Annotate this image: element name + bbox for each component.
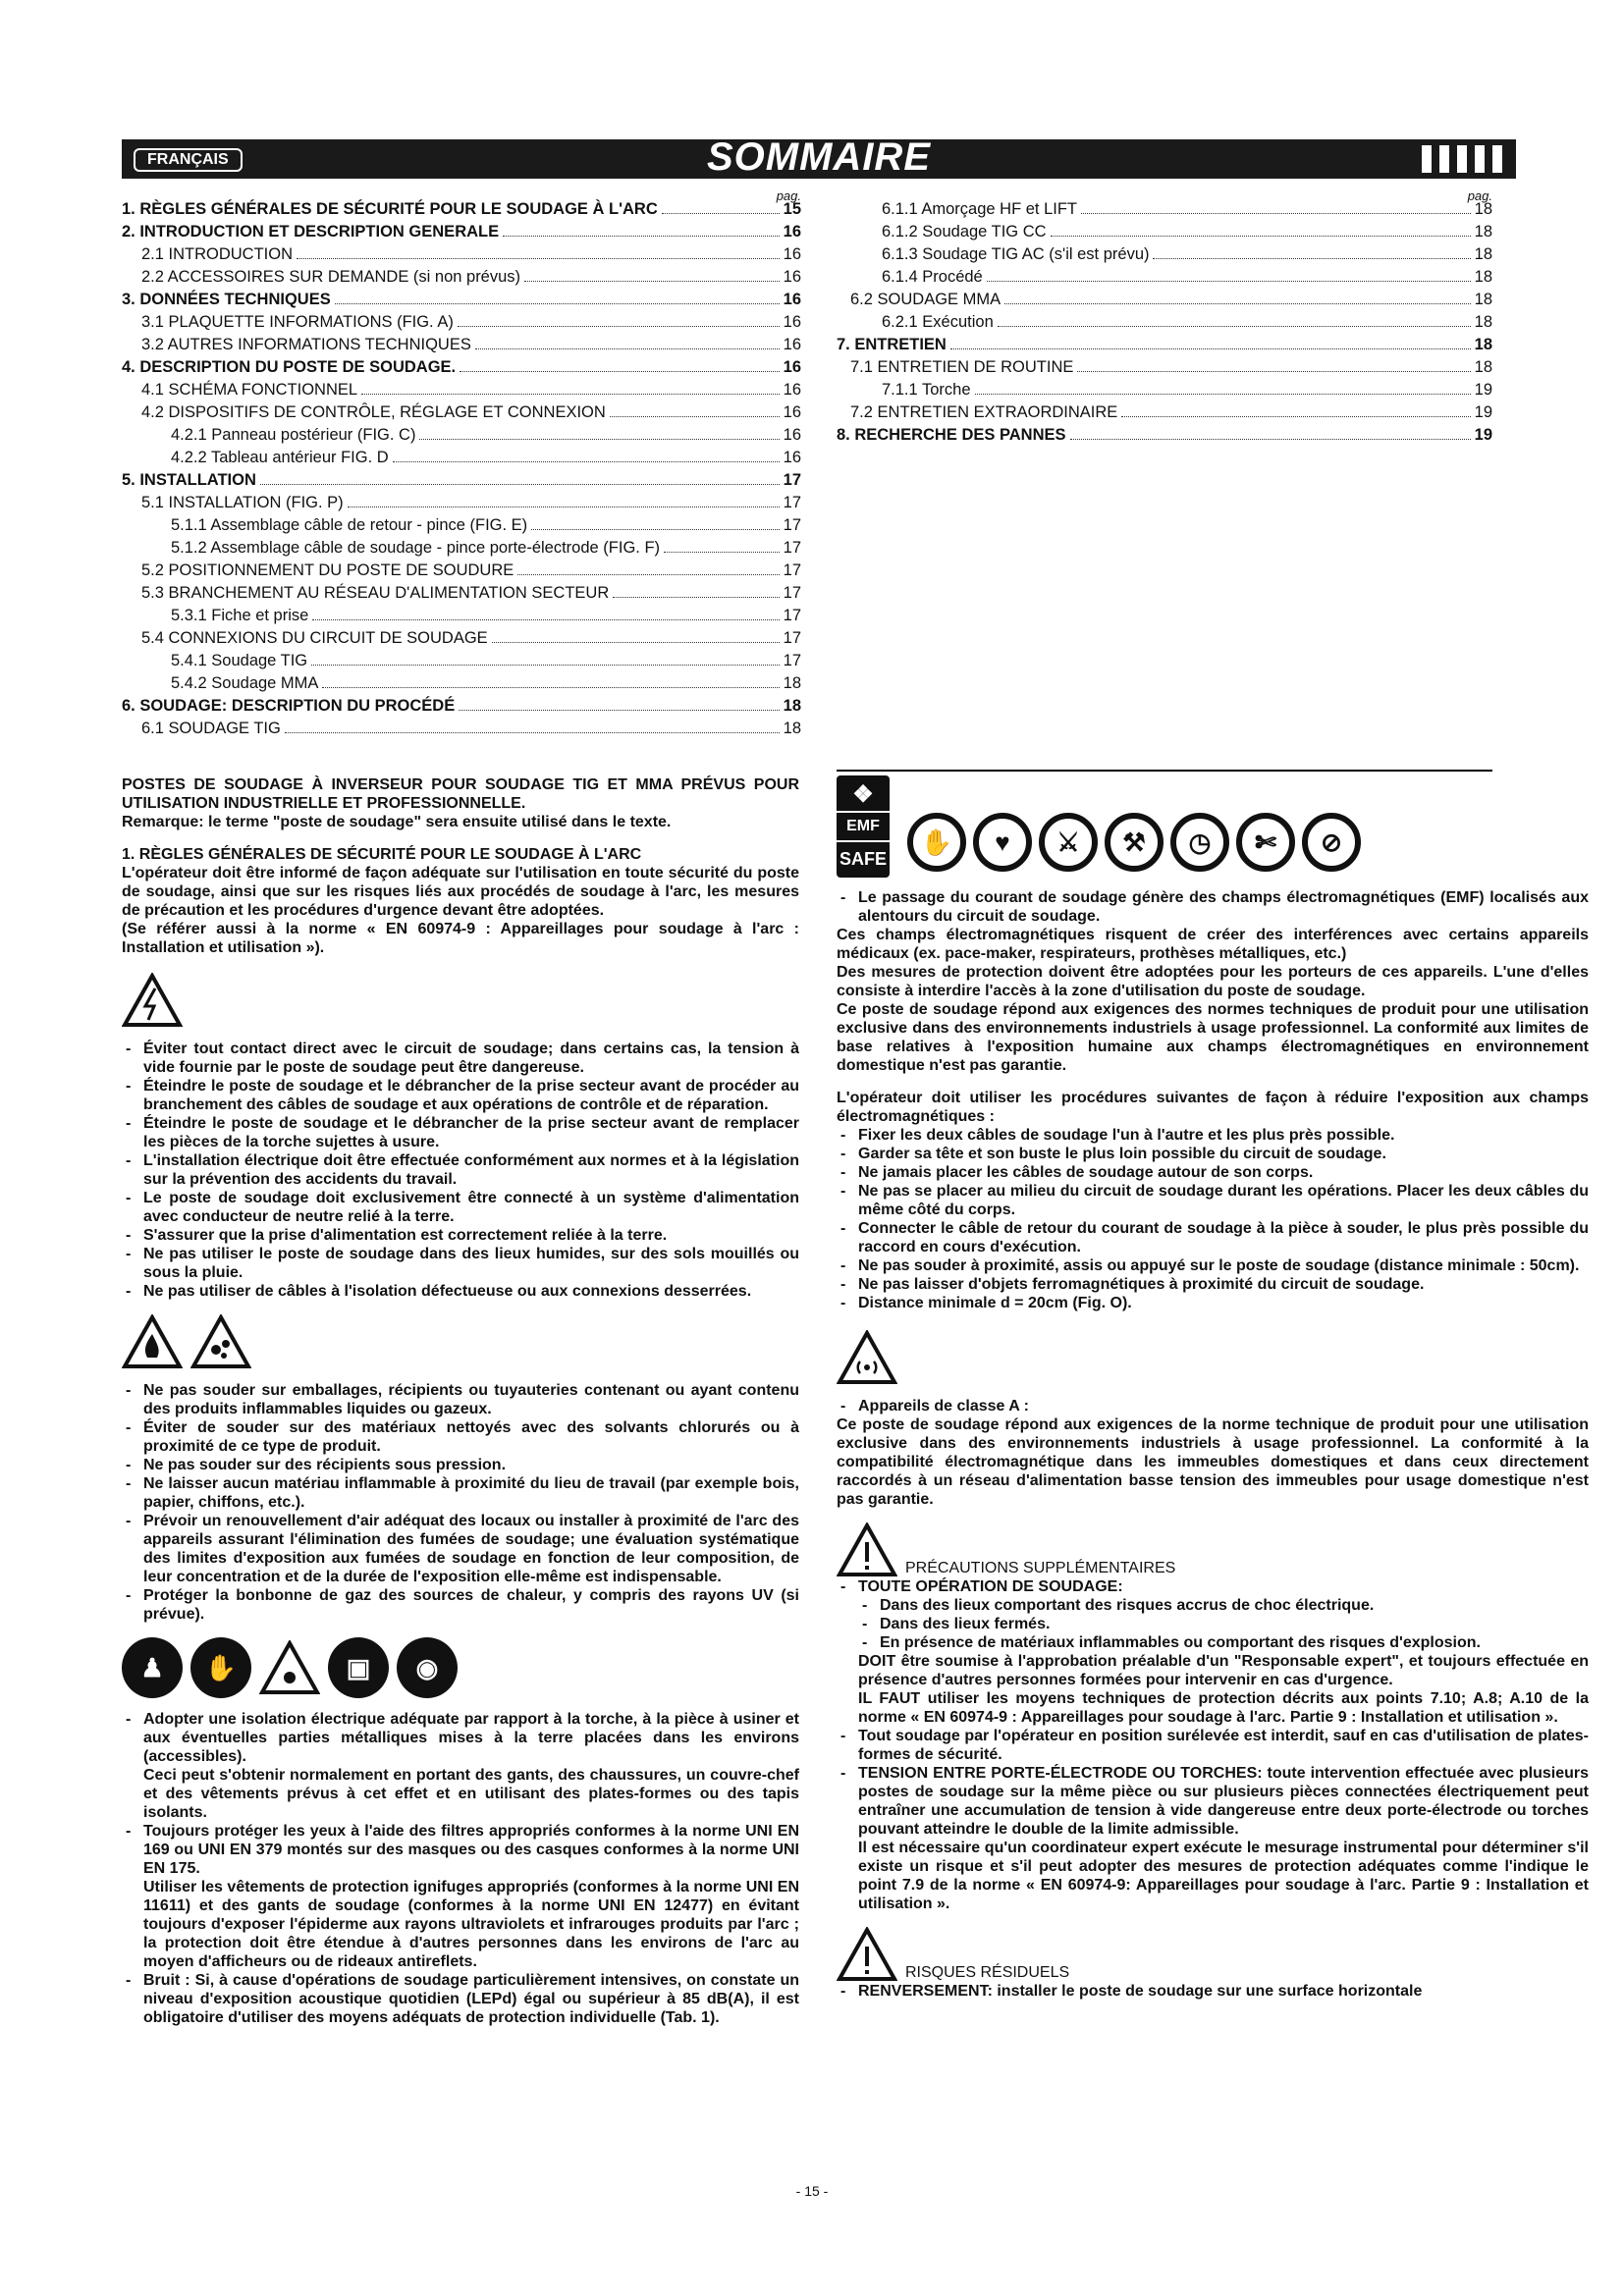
toc-right-list — [837, 198, 1492, 447]
list-item: - TOUTE OPÉRATION DE SOUDAGE: — [837, 1577, 1589, 1596]
toc-entry-page: 16 — [783, 223, 801, 240]
toc-entry-page: 18 — [1474, 291, 1492, 308]
list-item: - L'installation électrique doit être effectuée conformément aux normes et à la législation sur la prévention des accidents du travail. — [122, 1151, 799, 1189]
toc-leader-dots — [1121, 416, 1470, 417]
toc-leader-dots — [460, 371, 780, 372]
toc-entry — [837, 424, 1492, 447]
toc-entry-title: 2.1 INTRODUCTION — [141, 245, 294, 263]
list-item: - Distance minimale d = 20cm (Fig. O). — [837, 1294, 1589, 1312]
emf-paragraph: Des mesures de protection doivent être adoptées pour les porteurs de ces appareils. L'une d'elles consiste à interdire l'accès à la zone d'utilisation du poste de soudage. — [837, 964, 1589, 999]
toc-leader-dots — [503, 236, 780, 237]
toc-entry-page: 16 — [783, 403, 801, 421]
header-bars-decoration — [1414, 145, 1502, 175]
toc-entry-title: 6.2 SOUDAGE MMA — [850, 291, 1001, 308]
no-pacemaker-icon: ♥ — [973, 813, 1032, 872]
precautions-title: PRÉCAUTIONS SUPPLÉMENTAIRES — [905, 1560, 1176, 1576]
toc-entry-page: 16 — [783, 245, 801, 263]
toc-entry-title: 3.1 PLAQUETTE INFORMATIONS (FIG. A) — [141, 313, 454, 331]
toc-entry — [837, 379, 1492, 401]
language-badge: FRANÇAIS — [134, 148, 243, 172]
toc-entry-title: 5. INSTALLATION — [122, 471, 256, 489]
toc-entry-page: 17 — [783, 607, 801, 624]
toc-entry-page: 16 — [783, 336, 801, 353]
class-a-paragraph: Ce poste de soudage répond aux exigences de la norme technique de produit pour une utilisation exclusive dans des environnements industriels à usage professionnel. La conformité à la compatibilité électromagnétique dans les immeubles domestiques et dans ceux directement raccordés à un réseau d'alimentation basse tension des immeubles pour usage domestique n'est pas garantie. — [837, 1416, 1589, 1508]
header-bar — [122, 135, 1516, 179]
section-1-paragraph: L'opérateur doit être informé de façon adéquate sur l'utilisation en toute sécurité du poste de soudage, ainsi que sur les risques liés aux procédés de soudage à l'arc, les mesures de précaution et les procédures d'urgence devant être adoptées. — [122, 865, 799, 919]
fire-hazard-icon — [122, 1314, 183, 1369]
toc-entry-title: 2.2 ACCESSOIRES SUR DEMANDE (si non prévus) — [141, 268, 521, 286]
list-item: - Éteindre le poste de soudage et le débrancher de la prise secteur avant de remplacer les pièces de la torche sujettes à usure. — [122, 1114, 799, 1151]
ppe-paragraph: Utiliser les vêtements de protection ignifuges appropriés (conformes à la norme UNI EN 11611) et des gants de soudage (conformes à la norme UNI EN 12477) en évitant toujours d'exposer l'épiderme aux rayons ultraviolets et infrarouges produits par l'arc ; la protection doit être étendue à d'autres personnes dans les environs de l'arc au moyen d'afficheurs ou de rideaux antireflets. — [143, 1879, 799, 1970]
toc-leader-dots — [664, 552, 780, 553]
toc-leader-dots — [361, 394, 780, 395]
toc-entry — [837, 289, 1492, 311]
fire-safety-list — [122, 1381, 799, 1624]
precautions-sub-list — [837, 1596, 1589, 1652]
toc-leader-dots — [524, 281, 780, 282]
toc-entry-page: 16 — [783, 268, 801, 286]
toc-entry-title: 4.2 DISPOSITIFS DE CONTRÔLE, RÉGLAGE ET CONNEXION — [141, 403, 606, 421]
toc-leader-dots — [662, 213, 780, 214]
emf-icons-block — [837, 775, 1543, 883]
toc-entry-page: 16 — [783, 291, 801, 308]
toc-entry-title: 8. RECHERCHE DES PANNES — [837, 426, 1066, 444]
toc-entry-page: 16 — [783, 449, 801, 466]
toc-leader-dots — [1070, 439, 1471, 440]
toc-entry — [122, 243, 801, 266]
toc-entry-page: 17 — [783, 471, 801, 489]
toc-entry — [122, 672, 801, 695]
toc-entry — [837, 334, 1492, 356]
toc-leader-dots — [260, 484, 780, 485]
ppe-paragraph: Ceci peut s'obtenir normalement en portant des gants, des chaussures, un couvre-chef et des vêtements prévus à cet effet et en utilisant des plates-formes ou des tapis isolants. — [143, 1767, 799, 1821]
electric-safety-list — [122, 1040, 799, 1301]
list-item: - En présence de matériaux inflammables ou comportant des risques d'explosion. — [837, 1633, 1589, 1652]
emf-intro-list — [837, 888, 1589, 926]
toc-entry-page: 16 — [783, 313, 801, 331]
toc-entry — [837, 311, 1492, 334]
list-item: - Ne pas souder sur des récipients sous pression. — [122, 1456, 799, 1474]
toc-entry — [122, 718, 801, 740]
left-text-column — [122, 775, 799, 2027]
toc-entry — [122, 514, 801, 537]
emf-sign-bottom: SAFE — [837, 840, 890, 876]
toc-entry-page: 16 — [783, 381, 801, 399]
list-item: - Ne pas utiliser le poste de soudage dans des lieux humides, sur des sols mouillés ou sous la pluie. — [122, 1245, 799, 1282]
toc-entry-title: 6.1 SOUDAGE TIG — [141, 720, 281, 737]
list-item: - Tout soudage par l'opérateur en position surélevée est interdit, sauf en cas d'utilisation de plates-formes de sécurité. — [837, 1727, 1589, 1764]
toc-entry-title: 4. DESCRIPTION DU POSTE DE SOUDAGE. — [122, 358, 457, 376]
toc-entry-title: 5.3 BRANCHEMENT AU RÉSEAU D'ALIMENTATION SECTEUR — [141, 584, 610, 602]
protective-suit-icon: ♟ — [122, 1637, 183, 1698]
toc-entry-title: 5.1.2 Assemblage câble de soudage - pince porte-électrode (FIG. F) — [171, 539, 661, 557]
toc-entry — [122, 605, 801, 627]
toc-entry — [837, 266, 1492, 289]
toc-entry-page: 17 — [783, 539, 801, 557]
toc-entry-title: 4.2.2 Tableau antérieur FIG. D — [171, 449, 389, 466]
no-touch-icon: ✋ — [907, 813, 966, 872]
list-item: - Fixer les deux câbles de soudage l'un à l'autre et les plus près possible. — [837, 1126, 1589, 1145]
toc-entry-page: 18 — [1474, 313, 1492, 331]
no-metal-objects-icon: ⚒ — [1105, 813, 1164, 872]
electric-hazard-icon — [122, 973, 183, 1028]
toc-entry-title: 5.1.1 Assemblage câble de retour - pince (FIG. E) — [171, 516, 528, 534]
page-title: SOMMAIRE — [707, 135, 931, 179]
toxic-fumes-icon — [190, 1314, 251, 1369]
toc-entry — [122, 401, 801, 424]
ear-protection-icon: ◉ — [397, 1637, 458, 1698]
residual-risks-title: RISQUES RÉSIDUELS — [905, 1964, 1070, 1981]
list-item: - Ne pas se placer au milieu du circuit de soudage durant les opérations. Placer les deux câbles du même côté du corps. — [837, 1182, 1589, 1219]
toc-entry-title: 2. INTRODUCTION ET DESCRIPTION GENERALE — [122, 223, 500, 240]
toc-leader-dots — [492, 642, 780, 643]
right-text-column — [837, 888, 1589, 2001]
list-item: - Ne pas souder sur emballages, récipients ou tuyauteries contenant ou ayant contenu des produits inflammables liquides ou gazeux. — [122, 1381, 799, 1418]
toc-leader-dots — [458, 326, 780, 327]
toc-entry-title: 5.2 POSITIONNEMENT DU POSTE DE SOUDURE — [141, 561, 514, 579]
toc-entry-title: 5.4.1 Soudage TIG — [171, 652, 308, 669]
toc-entry-page: 17 — [783, 516, 801, 534]
toc-entry-page: 19 — [1474, 381, 1492, 399]
class-a-list — [837, 1397, 1589, 1415]
emf-procedures-list — [837, 1126, 1589, 1312]
toc-entry-page: 19 — [1474, 403, 1492, 421]
toc-entry-title: 7.1 ENTRETIEN DE ROUTINE — [850, 358, 1074, 376]
caution-icon — [837, 1522, 897, 1577]
list-item: - TENSION ENTRE PORTE-ÉLECTRODE OU TORCHES: toute intervention effectuée avec plusieurs postes de soudage sur la même pièce ou sur plusieurs pièces connectées électriquement peut entraîner une accumulation de tension à vide dangereuse entre deux porte-électrode ou torches pouvant atteindre le double de la limite admissible. — [837, 1764, 1589, 1839]
toc-leader-dots — [998, 326, 1471, 327]
toc-entry-page: 18 — [1474, 223, 1492, 240]
toc-entry-title: 5.3.1 Fiche et prise — [171, 607, 309, 624]
toc-entry-page: 18 — [1474, 336, 1492, 353]
precautions-paragraph: IL FAUT utiliser les moyens techniques de protection décrits aux points 7.10; A.8; A.10 de la norme « EN 60974-9 : Appareillages pour soudage à l'arc. Partie 9 : Installation et utilisation ». — [858, 1690, 1589, 1726]
toc-leader-dots — [419, 439, 779, 440]
toc-entry-page: 16 — [783, 426, 801, 444]
toc-entry — [837, 243, 1492, 266]
no-watch-icon: ◷ — [1170, 813, 1229, 872]
toc-leader-dots — [285, 732, 780, 733]
toc-entry — [837, 356, 1492, 379]
toc-entry-title: 6.1.3 Soudage TIG AC (s'il est prévu) — [882, 245, 1150, 263]
toc-entry-page: 18 — [783, 697, 801, 715]
list-item: - RENVERSEMENT: installer le poste de soudage sur une surface horizontale — [837, 1982, 1589, 2001]
toc-entry — [122, 356, 801, 379]
toc-entry-title: 7. ENTRETIEN — [837, 336, 947, 353]
toc-entry — [837, 198, 1492, 221]
ppe-list — [122, 1971, 799, 2027]
toc-entry-title: 7.1.1 Torche — [882, 381, 971, 399]
list-item: - Bruit : Si, à cause d'opérations de soudage particulièrement intensives, on constate un niveau d'exposition acoustique quotidien (LEPd) égal ou supérieur à 85 dB(A), il est obligatoire d'utiliser des moyens adéquats de protection individuelle (Tab. 1). — [122, 1971, 799, 2027]
residual-risks-list — [837, 1982, 1589, 2001]
emf-paragraph: Ces champs électromagnétiques risquent de créer des interférences avec certains appareils médicaux (ex. pace-maker, respirateurs, prothèses métalliques, etc.) — [837, 927, 1589, 962]
no-magnetic-card-icon: ⊘ — [1302, 813, 1361, 872]
no-tools-icon: ✄ — [1236, 813, 1295, 872]
list-item: - Ne jamais placer les câbles de soudage autour de son corps. — [837, 1163, 1589, 1182]
toc-entry — [837, 221, 1492, 243]
toc-entry-title: 7.2 ENTRETIEN EXTRAORDINAIRE — [850, 403, 1118, 421]
toc-leader-dots — [1081, 213, 1471, 214]
toc-entry — [122, 447, 801, 469]
toc-leader-dots — [613, 597, 779, 598]
intro-note: Remarque: le terme "poste de soudage" sera ensuite utilisé dans le texte. — [122, 814, 672, 830]
toc-entry-page: 17 — [783, 629, 801, 647]
toc-entry-page: 17 — [783, 561, 801, 579]
toc-leader-dots — [312, 619, 779, 620]
toc-entry-title: 5.1 INSTALLATION (FIG. P) — [141, 494, 344, 511]
ppe-list — [122, 1822, 799, 1878]
list-item: - S'assurer que la prise d'alimentation est correctement reliée à la terre. — [122, 1226, 799, 1245]
toc-leader-dots — [987, 281, 1471, 282]
ppe-list — [122, 1710, 799, 1766]
toc-entry — [122, 582, 801, 605]
list-item: - Ne pas souder à proximité, assis ou appuyé sur le poste de soudage (distance minimale : 50cm). — [837, 1256, 1589, 1275]
precautions-paragraph: Il est nécessaire qu'un coordinateur expert exécute le mesurage instrumental pour déterminer s'il existe un risque et s'il peut adopter des mesures de protection adéquates comme l'indique le point 7.9 de la norme « EN 60974-9: Appareillages pour soudage à l'arc. Partie 9 : Installation et utilisation ». — [858, 1840, 1589, 1912]
list-item: - Connecter le câble de retour du courant de soudage à la pièce à souder, le plus près possible du raccord en cours d'exécution. — [837, 1219, 1589, 1256]
toc-entry — [122, 289, 801, 311]
toc-entry-page: 17 — [783, 652, 801, 669]
toc-leader-dots — [975, 394, 1471, 395]
list-item: - Prévoir un renouvellement d'air adéquat des locaux ou installer à proximité de l'arc des appareils assurant l'élimination des fumées de soudage; une évaluation systématique des limites d'exposition aux fumées de soudage en fonction de leur composition, de leur concentration et de la durée de l'exposition elle-même est indispensable. — [122, 1512, 799, 1586]
toc-entry-title: 3. DONNÉES TECHNIQUES — [122, 291, 331, 308]
section-1-norm-ref: (Se référer aussi à la norme « EN 60974-9 : Appareillages pour soudage à l'arc : Installation et utilisation »). — [122, 921, 799, 956]
gloves-icon: ✋ — [190, 1637, 251, 1698]
toc-leader-dots — [322, 687, 779, 688]
toc-leader-dots — [610, 416, 780, 417]
precautions-paragraph: DOIT être soumise à l'approbation préalable d'un "Responsable expert", et toujours effectuée en présence d'autres personnes formées pour intervenir en cas d'urgence. — [858, 1653, 1589, 1688]
toc-entry — [122, 424, 801, 447]
toc-entry-page: 18 — [1474, 268, 1492, 286]
toc-leader-dots — [335, 303, 780, 304]
toc-entry — [122, 198, 801, 221]
toc-entry — [122, 627, 801, 650]
toc-entry-page: 18 — [1474, 200, 1492, 218]
toc-leader-dots — [475, 348, 780, 349]
toc-entry — [122, 469, 801, 492]
welding-mask-icon: ▣ — [328, 1637, 389, 1698]
toc-leader-dots — [1004, 303, 1471, 304]
toc-entry-page: 16 — [783, 358, 801, 376]
list-item: - Ne pas laisser d'objets ferromagnétiques à proximité du circuit de soudage. — [837, 1275, 1589, 1294]
list-item: - Garder sa tête et son buste le plus loin possible du circuit de soudage. — [837, 1145, 1589, 1163]
toc-entry-title: 4.1 SCHÉMA FONCTIONNEL — [141, 381, 358, 399]
toc-entry-title: 6. SOUDAGE: DESCRIPTION DU PROCÉDÉ — [122, 697, 456, 715]
emf-warning-icon — [837, 1330, 897, 1385]
toc-leader-dots — [1077, 371, 1470, 372]
section-1-title: 1. RÈGLES GÉNÉRALES DE SÉCURITÉ POUR LE SOUDAGE À L'ARC — [122, 846, 642, 863]
toc-leader-dots — [531, 529, 779, 530]
toc-entry-title: 6.1.1 Amorçage HF et LIFT — [882, 200, 1077, 218]
precautions-list — [837, 1577, 1589, 1596]
section-divider — [837, 770, 1492, 772]
toc-pag-label: pag. — [776, 188, 801, 203]
list-item: - Le passage du courant de soudage génère des champs électromagnétiques (EMF) localisés aux alentours du circuit de soudage. — [837, 888, 1589, 926]
toc-leader-dots — [311, 665, 780, 666]
list-item: - Adopter une isolation électrique adéquate par rapport à la torche, à la pièce à usiner et aux éventuelles parties métalliques mises à la terre placées dans les environs (accessibles). — [122, 1710, 799, 1766]
toc-entry-page: 17 — [783, 494, 801, 511]
toc-entry-title: 4.2.1 Panneau postérieur (FIG. C) — [171, 426, 416, 444]
toc-entry-page: 18 — [783, 674, 801, 692]
toc-entry — [122, 650, 801, 672]
toc-leader-dots — [1051, 236, 1471, 237]
toc-leader-dots — [459, 710, 779, 711]
toc-entry-page: 19 — [1474, 426, 1492, 444]
list-item: - Éteindre le poste de soudage et le débrancher de la prise secteur avant de procéder au branchement des câbles de soudage et aux opérations de contrôle et de réparation. — [122, 1077, 799, 1114]
toc-left-list — [122, 198, 801, 740]
emf-safe-sign-icon: ❖ EMF SAFE — [837, 775, 890, 878]
emf-paragraph: Ce poste de soudage répond aux exigences des normes techniques de produit pour une utilisation exclusive dans des environnements industriels à usage professionnel. La conformité aux limites de base relatives à l'exposition humaine aux champs électromagnétiques en environnement domestique n'est pas garantie. — [837, 1001, 1589, 1074]
toc-leader-dots — [517, 574, 779, 575]
toc-entry-title: 6.1.4 Procédé — [882, 268, 983, 286]
toc-entry-page: 18 — [1474, 245, 1492, 263]
toc-entry — [122, 492, 801, 514]
toc-entry-page: 18 — [783, 720, 801, 737]
emf-paragraph: L'opérateur doit utiliser les procédures suivantes de façon à réduire l'exposition aux champs électromagnétiques : — [837, 1090, 1589, 1125]
list-item: - Toujours protéger les yeux à l'aide des filtres appropriés conformes à la norme UNI EN 169 ou UNI EN 379 montés sur des masques ou des casques conformes à la norme UNI EN 175. — [122, 1822, 799, 1878]
toc-entry-page: 17 — [783, 584, 801, 602]
toc-entry — [122, 379, 801, 401]
list-item: - Éviter de souder sur des matériaux nettoyés avec des solvants chlorurés ou à proximité de ce type de produit. — [122, 1418, 799, 1456]
toc-entry-page: 18 — [1474, 358, 1492, 376]
precautions-list — [837, 1727, 1589, 1839]
no-implant-icon: ⚔ — [1039, 813, 1098, 872]
toc-entry — [122, 221, 801, 243]
toc-leader-dots — [1153, 258, 1470, 259]
list-item: - Protéger la bonbonne de gaz des sources de chaleur, y compris des rayons UV (si prévue). — [122, 1586, 799, 1624]
toc-entry — [122, 311, 801, 334]
toc-leader-dots — [950, 348, 1471, 349]
toc-entry-title: 1. RÈGLES GÉNÉRALES DE SÉCURITÉ POUR LE SOUDAGE À L'ARC — [122, 200, 658, 218]
list-item: - Dans des lieux fermés. — [837, 1615, 1589, 1633]
list-item: - Appareils de classe A : — [837, 1397, 1589, 1415]
radiation-warning-icon — [259, 1640, 320, 1695]
toc-entry — [122, 334, 801, 356]
emf-sign-top: EMF — [837, 811, 890, 840]
list-item: - Éviter tout contact direct avec le circuit de soudage; dans certains cas, la tension à vide fournie par le poste de soudage peut être dangereuse. — [122, 1040, 799, 1077]
intro-heading: POSTES DE SOUDAGE À INVERSEUR POUR SOUDAGE TIG ET MMA PRÉVUS POUR UTILISATION INDUSTRIELLE ET PROFESSIONNELLE. — [122, 776, 799, 812]
list-item: - Le poste de soudage doit exclusivement être connecté à un système d'alimentation avec conducteur de neutre relié à la terre. — [122, 1189, 799, 1226]
list-item: - Dans des lieux comportant des risques accrus de choc électrique. — [837, 1596, 1589, 1615]
toc-entry-title: 5.4 CONNEXIONS DU CIRCUIT DE SOUDAGE — [141, 629, 488, 647]
toc-entry — [122, 537, 801, 560]
toc-entry-page: 15 — [783, 200, 801, 218]
toc-entry-title: 6.2.1 Exécution — [882, 313, 994, 331]
toc-entry — [122, 695, 801, 718]
toc-entry-title: 6.1.2 Soudage TIG CC — [882, 223, 1047, 240]
page-number: - 15 - — [795, 2183, 829, 2199]
list-item: - Ne laisser aucun matériau inflammable à proximité du lieu de travail (par exemple bois, papier, chiffons, etc.). — [122, 1474, 799, 1512]
toc-entry — [837, 401, 1492, 424]
toc-entry — [122, 560, 801, 582]
toc-pag-label: pag. — [1467, 188, 1492, 203]
list-item: - Ne pas utiliser de câbles à l'isolation défectueuse ou aux connexions desserrées. — [122, 1282, 799, 1301]
toc-entry-title: 3.2 AUTRES INFORMATIONS TECHNIQUES — [141, 336, 471, 353]
toc-leader-dots — [297, 258, 780, 259]
residual-risk-icon — [837, 1927, 897, 1982]
toc-leader-dots — [393, 461, 780, 462]
toc-entry-title: 5.4.2 Soudage MMA — [171, 674, 319, 692]
toc-entry — [122, 266, 801, 289]
